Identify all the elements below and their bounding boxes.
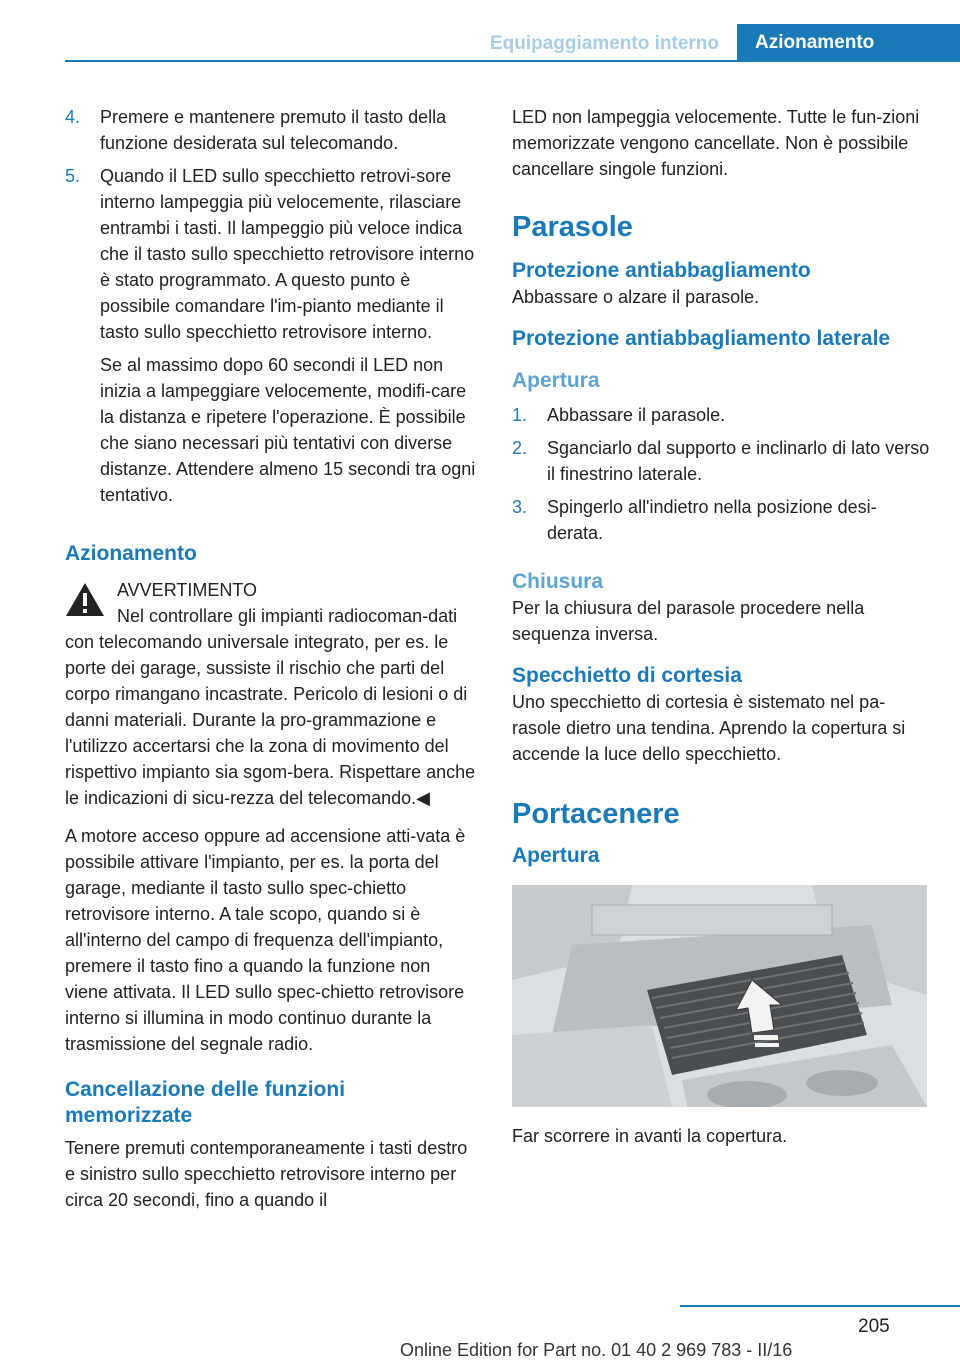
step-5 [65, 163, 477, 515]
parasole-step-1 [512, 402, 930, 435]
right-column [512, 104, 930, 1156]
heading-chiusura: Chiusura [512, 570, 604, 593]
step-text: Abbassare il parasole. [547, 405, 726, 425]
paragraph-tenere: Tenere premuti contemporaneamente i tasti destro e sinistro sullo specchietto retrovisore interno per circa 20 secondi, fino a quando il [65, 1138, 468, 1210]
heading-protezione-laterale: Protezione antiabbagliamento laterale [512, 327, 891, 350]
step-number: 4. [65, 107, 81, 127]
header-chapter-tab: Azionamento [737, 24, 960, 62]
left-column [65, 104, 477, 1220]
parasole-step-3 [512, 494, 930, 553]
warning-icon [65, 581, 105, 617]
heading-azionamento: Azionamento [65, 542, 197, 565]
paragraph-abbassare: Abbassare o alzare il parasole. [512, 287, 760, 307]
heading-specchietto: Specchietto di cortesia [512, 664, 742, 687]
step-number: 5. [65, 166, 81, 186]
step-number: 2. [512, 438, 528, 458]
warning-title: AVVERTIMENTO [117, 580, 258, 600]
parasole-step-2 [512, 435, 930, 494]
warning-text: Nel controllare gli impianti radiocoman-dati con telecomando universale integrato, per es. le porte dei garage, sussiste il rischio che parti del corpo rimangano incastrate. Pericolo di lesioni o di danni materiali. Durante la pro-grammazione e l'utilizzo accertarsi che la zona di movimento del rispettivo impianto sia sgom-bera. Rispettare anche le indicazioni di sicu-rezza del telecomando.◀ [65, 606, 476, 808]
step-text: Premere e mantenere premuto il tasto della funzione desiderata sul telecomando. [100, 107, 447, 153]
heading-parasole: Parasole [512, 211, 633, 243]
step-number: 1. [512, 405, 528, 425]
header-rule [65, 60, 960, 62]
heading-apertura-portacenere: Apertura [512, 844, 600, 867]
paragraph-specchietto: Uno specchietto di cortesia è sistemato nel pa-rasole dietro una tendina. Aprendo la copertura si accende la luce dello specchietto. [512, 692, 906, 764]
step-number: 3. [512, 497, 528, 517]
photo-caption: Far scorrere in avanti la copertura. [512, 1126, 788, 1146]
step-4 [65, 104, 477, 163]
step-text: Spingerlo all'indietro nella posizione desi-derata. [547, 497, 877, 543]
page-number: 205 [858, 1316, 890, 1337]
step-text-note: Se al massimo dopo 60 secondi il LED non inizia a lampeggiare velocemente, modifi-care la distanza e ripetere l'operazione. È possibile che siano necessari più tentativi con diverse distanze. Attendere almeno 15 secondi tra ogni tentativo. [100, 355, 476, 505]
paragraph-motore: A motore acceso oppure ad accensione atti-vata è possibile attivare l'impianto, per es. la porta del garage, mediante il tasto sullo spec-chietto retrovisore interno. A tale scopo, quando si è all'interno del campo di frequenza dell'impianto, premere il tasto fino a quando la funzione non viene attivata. Il LED sullo spec-chietto retrovisore interno si illumina in modo continuo durante la trasmissione del segnale radio. [65, 826, 466, 1054]
footer-edition: Online Edition for Part no. 01 40 2 969 783 - II/16 [400, 1340, 793, 1360]
paragraph-chiusura: Per la chiusura del parasole procedere nella sequenza inversa. [512, 598, 865, 644]
ashtray-illustration [512, 885, 927, 1107]
header-section-title: Equipaggiamento interno [489, 33, 719, 54]
heading-cancellazione: Cancellazione delle funzioni memorizzate [65, 1078, 346, 1127]
ashtray-drawing [512, 885, 927, 1107]
footer-rule [680, 1305, 960, 1307]
warning-block [65, 577, 477, 603]
step-text: Sganciarlo dal supporto e inclinarlo di lato verso il finestrino laterale. [547, 438, 930, 484]
paragraph-led: LED non lampeggia velocemente. Tutte le fun-zioni memorizzate vengono cancellate. Non è possibile cancellare singole funzioni. [512, 107, 920, 179]
heading-portacenere: Portacenere [512, 798, 680, 830]
heading-apertura: Apertura [512, 369, 600, 392]
heading-protezione: Protezione antiabbagliamento [512, 259, 811, 282]
step-text: Quando il LED sullo specchietto retrovi-sore interno lampeggia più velocemente, rilasciare entrambi i tasti. Il lampeggio più veloce indica che il tasto sullo specchietto retrovisore interno è stato programmato. A questo punto è possibile comandare l'im-pianto mediante il tasto sullo specchietto retrovisore interno. [100, 166, 475, 342]
